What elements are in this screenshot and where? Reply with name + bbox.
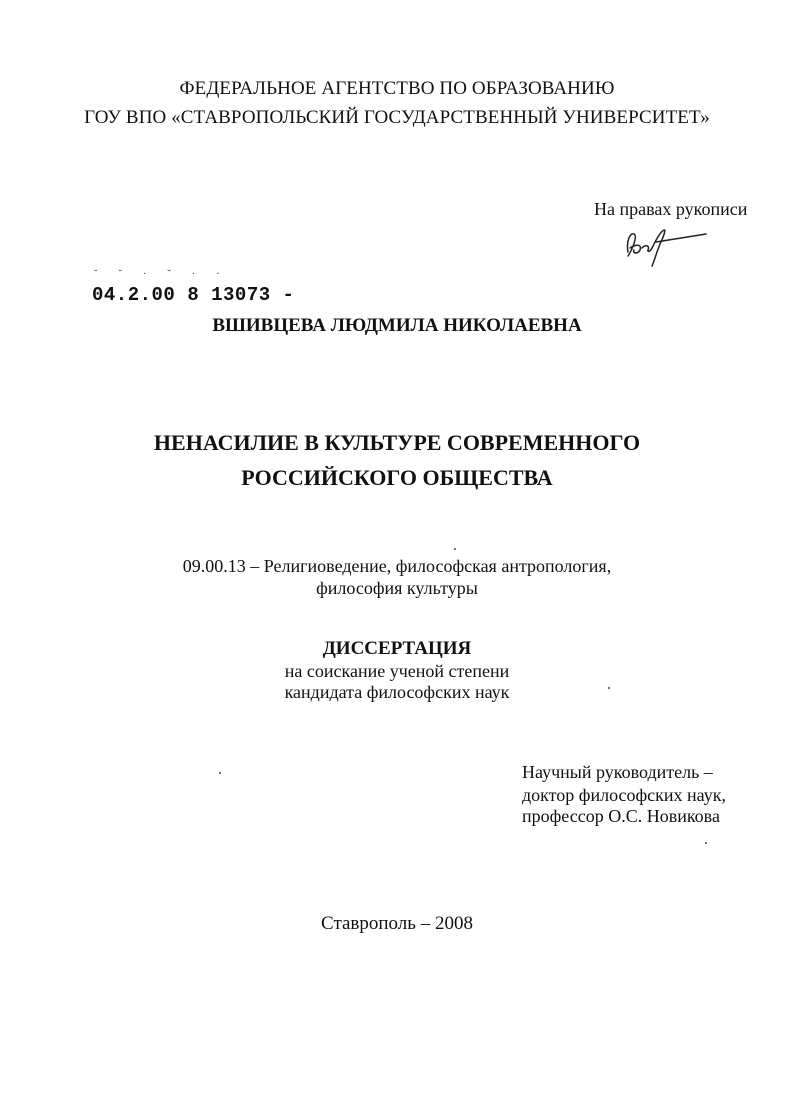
handwritten-signature bbox=[620, 222, 710, 268]
agency-name: ФЕДЕРАЛЬНОЕ АГЕНТСТВО ПО ОБРАЗОВАНИЮ bbox=[179, 78, 615, 99]
advisor-line2: доктор философских наук, bbox=[522, 785, 726, 805]
scan-speck bbox=[608, 687, 610, 689]
city-year: Ставрополь – 2008 bbox=[321, 913, 473, 934]
specialty-line1: 09.00.13 – Религиоведение, философская антропология, bbox=[182, 556, 612, 576]
document-type: ДИССЕРТАЦИЯ bbox=[322, 638, 472, 659]
registration-code-part1: 04.2.00 bbox=[92, 284, 176, 306]
thesis-title-line2: РОССИЙСКОГО ОБЩЕСТВА bbox=[241, 465, 553, 490]
registration-code bbox=[92, 284, 294, 306]
scan-speck bbox=[219, 772, 221, 774]
scan-speck bbox=[454, 548, 456, 550]
degree-line2: кандидата философских наук bbox=[284, 682, 510, 702]
manuscript-rights-note: На правах рукописи bbox=[594, 199, 748, 219]
advisor-line3: профессор О.С. Новикова bbox=[522, 806, 720, 826]
scan-speck bbox=[705, 842, 707, 844]
specialty-line2: философия культуры bbox=[316, 578, 478, 598]
author-name: ВШИВЦЕВА ЛЮДМИЛА НИКОЛАЕВНА bbox=[212, 315, 582, 336]
degree-line1: на соискание ученой степени bbox=[284, 661, 510, 681]
advisor-line1: Научный руководитель – bbox=[522, 762, 713, 782]
registration-code-part2: 8 13073 - bbox=[187, 284, 295, 306]
thesis-title-line1: НЕНАСИЛИЕ В КУЛЬТУРЕ СОВРЕМЕННОГО bbox=[153, 430, 641, 455]
university-name: ГОУ ВПО «СТАВРОПОЛЬСКИЙ ГОСУДАРСТВЕННЫЙ УНИВЕРСИТЕТ» bbox=[84, 107, 710, 128]
registration-marks: ˘ ˘ · ˘ · · bbox=[94, 268, 229, 280]
